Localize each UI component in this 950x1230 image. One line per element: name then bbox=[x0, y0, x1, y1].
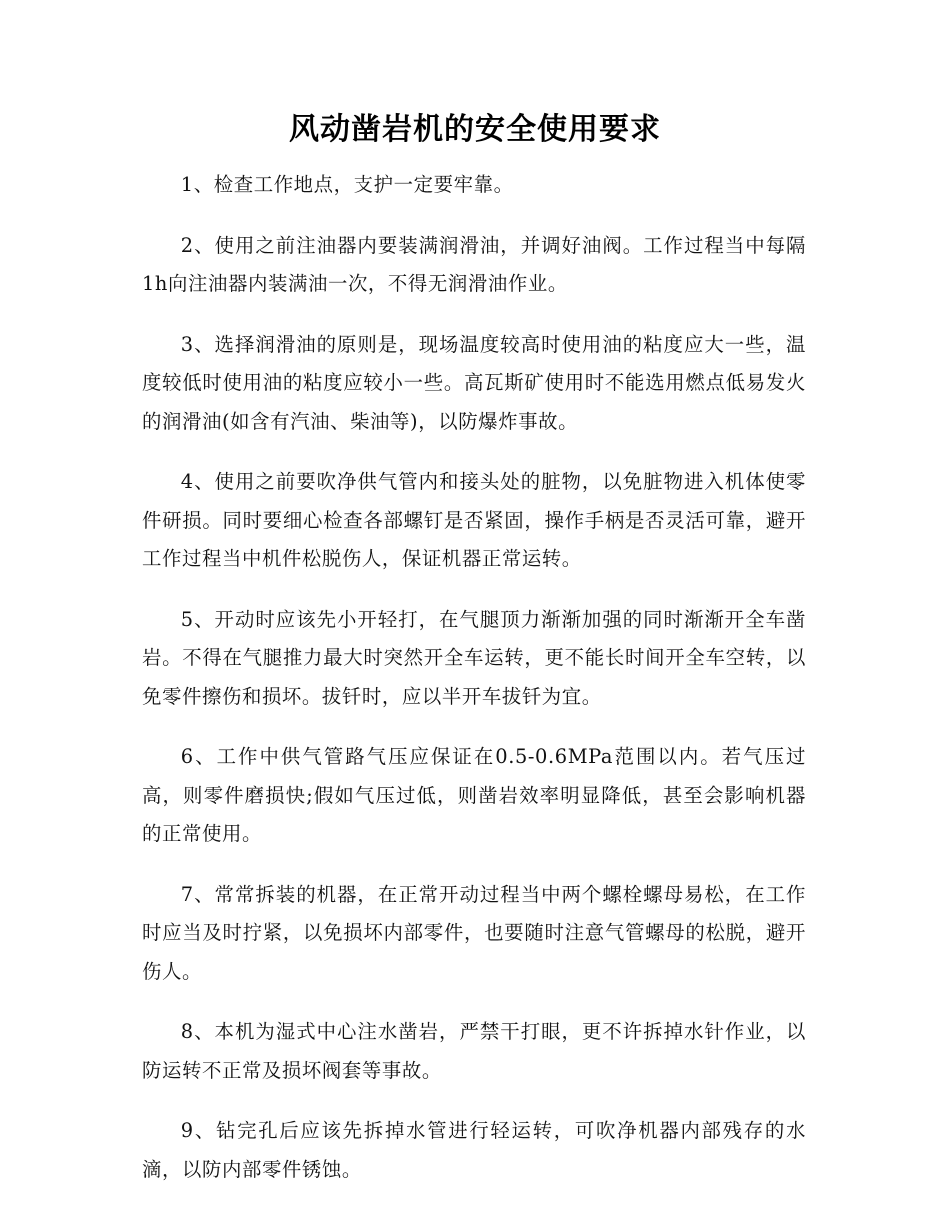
paragraph-9: 9、钻完孔后应该先拆掉水管进行轻运转，可吹净机器内部残存的水滴，以防内部零件锈蚀。 bbox=[142, 1119, 806, 1181]
paragraph-2: 2、使用之前注油器内要装满润滑油，并调好油阀。工作过程当中每隔1h向注油器内装满油一次，不得无润滑油作业。 bbox=[142, 233, 806, 295]
paragraph-7: 7、常常拆装的机器，在正常开动过程当中两个螺栓螺母易松，在工作时应当及时拧紧，以免损坏内部零件，也要随时注意气管螺母的松脱，避开伤人。 bbox=[142, 882, 806, 983]
paragraph-5: 5、开动时应该先小开轻打，在气腿顶力渐渐加强的同时渐渐开全车凿岩。不得在气腿推力最大时突然开全车运转，更不能长时间开全车空转，以免零件擦伤和损坏。拔钎时，应以半开车拔钎为宜。 bbox=[142, 607, 806, 708]
paragraph-1: 1、检查工作地点，支护一定要牢靠。 bbox=[180, 173, 514, 196]
paragraph-6: 6、工作中供气管路气压应保证在0.5-0.6MPa范围以内。若气压过高，则零件磨损快;假如气压过低，则凿岩效率明显降低，甚至会影响机器的正常使用。 bbox=[142, 745, 806, 845]
document-body bbox=[142, 166, 806, 1211]
paragraph-3: 3、选择润滑油的原则是，现场温度较高时使用油的粘度应大一些，温度较低时使用油的粘度应较小一些。高瓦斯矿使用时不能选用燃点低易发火的润滑油(如含有汽油、柴油等)，以防爆炸事故。 bbox=[142, 332, 806, 433]
paragraph-8: 8、本机为湿式中心注水凿岩，严禁干打眼，更不许拆掉水针作业，以防运转不正常及损坏阀套等事故。 bbox=[142, 1020, 806, 1082]
document-title: 风动凿岩机的安全使用要求 bbox=[289, 112, 661, 147]
paragraph-4: 4、使用之前要吹净供气管内和接头处的脏物，以免脏物进入机体使零件研损。同时要细心检查各部螺钉是否紧固，操作手柄是否灵活可靠，避开工作过程当中机件松脱伤人，保证机器正常运转。 bbox=[142, 470, 806, 570]
